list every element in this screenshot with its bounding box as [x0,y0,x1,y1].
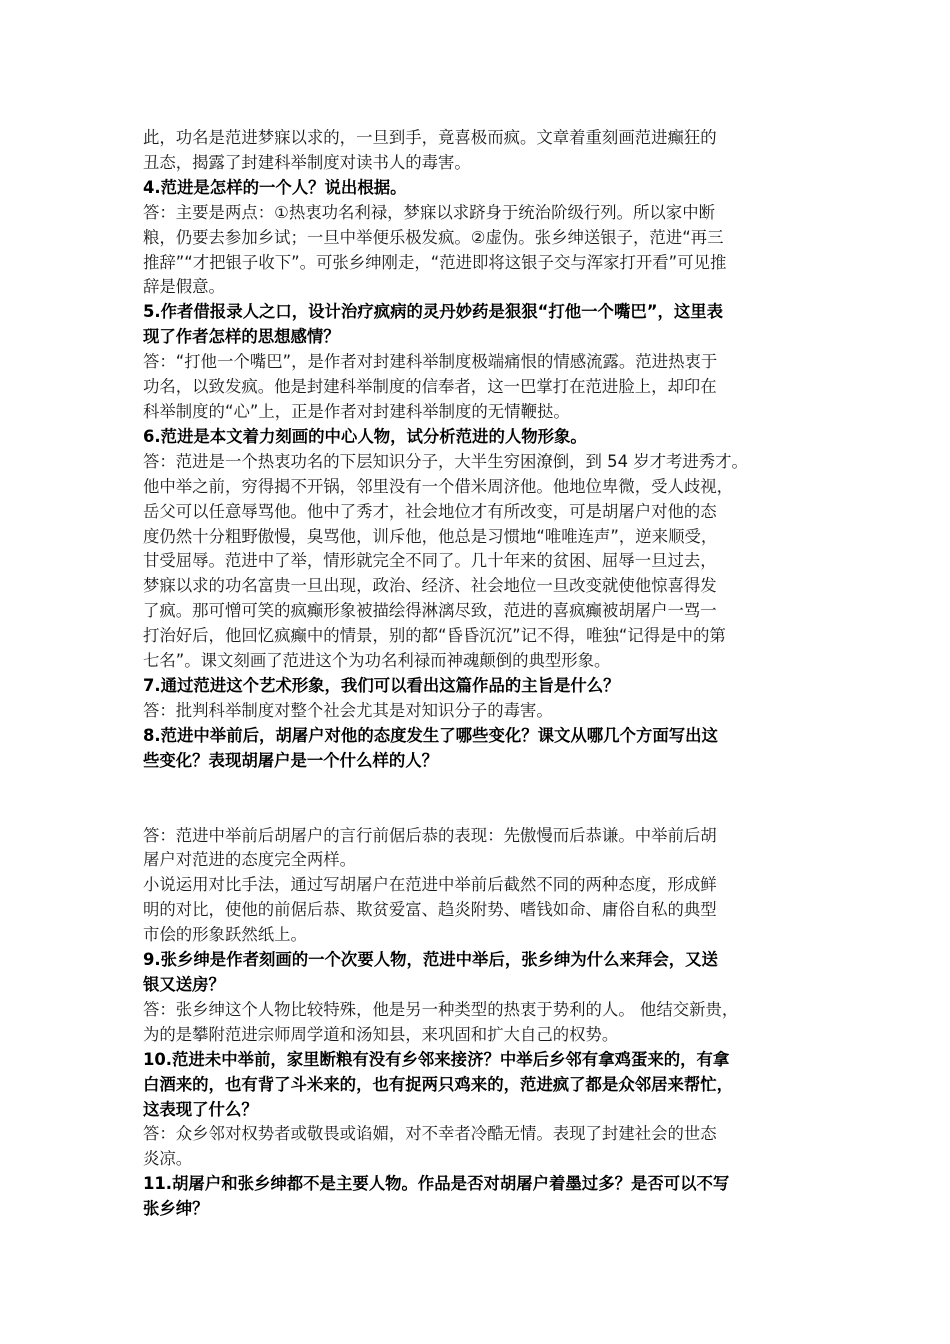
question-line: 些变化？表现胡屠户是一个什么样的人？ [143,750,439,770]
document-page [143,126,823,1222]
answer-paragraph [143,350,823,425]
answer-line: 甘受屈辱。范进中了举，情形就完全不同了。几十年来的贫困、屈辱一旦过去， [143,551,717,571]
answer-line: 推辞”“才把银子收下”。可张乡绅刚走，“范进即将这银子交与浑家打开看”可见推 [143,252,727,272]
section-spacer [143,774,823,824]
question-line: 4.范进是怎样的一个人？说出根据。 [143,177,407,197]
answer-line: 答：范进中举前后胡屠户的言行前倨后恭的表现：先傲慢而后恭谦。中举前后胡 [143,825,717,845]
answer-line: 功名，以致发疯。他是封建科举制度的信奉者，这一巴掌打在范进脸上，却印在 [143,377,717,397]
question-heading [143,674,823,699]
answer-line: 答：张乡绅这个人物比较特殊，他是另一种类型的热衷于势利的人。 他结交新贵， [143,999,739,1019]
question-line: 张乡绅？ [143,1199,209,1219]
answer-line: 小说运用对比手法，通过写胡屠户在范进中举前后截然不同的两种态度，形成鲜 [143,875,717,895]
answer-line: 屠户对范进的态度完全两样。 [143,850,357,870]
question-heading [143,724,823,774]
answer-line: 七名”。课文刻画了范进这个为功名利禄而神魂颠倒的典型形象。 [143,651,611,671]
question-heading [143,425,823,450]
question-line: 7.通过范进这个艺术形象，我们可以看出这篇作品的主旨是什么？ [143,675,620,695]
answer-line: 科举制度的“心”上，正是作者对封建科举制度的无情鞭挞。 [143,401,570,421]
answer-line: 了疯。那可憎可笑的疯癫形象被描绘得淋漓尽致，范进的喜疯癫被胡屠户一骂一 [143,601,717,621]
question-line: 10.范进未中举前，家里断粮有没有乡邻来接济？中举后乡邻有拿鸡蛋来的，有拿 [143,1049,730,1069]
question-line: 6.范进是本文着力刻画的中心人物，试分析范进的人物形象。 [143,426,587,446]
answer-line: 明的对比，使他的前倨后恭、欺贫爱富、趋炎附势、嗜钱如命、庸俗自私的典型 [143,900,717,920]
answer-line: 梦寐以求的功名富贵一旦出现，政治、经济、社会地位一旦改变就使他惊喜得发 [143,576,717,596]
question-line: 11.胡屠户和张乡绅都不是主要人物。作品是否对胡屠户着墨过多？是否可以不写 [143,1174,730,1194]
question-heading [143,1048,823,1123]
question-heading [143,948,823,998]
question-heading [143,300,823,350]
question-line: 这表现了什么？ [143,1099,258,1119]
answer-line: 此，功名是范进梦寐以求的，一旦到手，竟喜极而疯。文章着重刻画范进癫狂的 [143,128,717,147]
question-line: 银又送房？ [143,975,225,994]
answer-line: 炎凉。 [143,1149,193,1169]
answer-paragraph [143,1122,823,1172]
answer-paragraph [143,699,823,724]
answer-line: 答：“打他一个嘴巴”，是作者对封建科举制度极端痛恨的情感流露。范进热衷于 [143,352,718,372]
answer-line: 辞是假意。 [143,277,225,297]
answer-paragraph [143,126,823,176]
question-heading [143,176,823,201]
answer-line: 答：批判科举制度对整个社会尤其是对知识分子的毒害。 [143,700,553,720]
question-line: 白酒来的，也有背了斗米来的，也有捉两只鸡来的，范进疯了都是众邻居来帮忙， [143,1074,734,1094]
question-heading [143,1172,823,1222]
question-line: 8.范进中举前后，胡屠户对他的态度发生了哪些变化？课文从哪几个方面写出这 [143,725,718,745]
answer-paragraph [143,201,823,301]
answer-line: 打治好后，他回忆疯癫中的情景，别的都“昏昏沉沉”记不得，唯独“记得是中的第 [143,626,726,646]
answer-line: 答：主要是两点：①热衷功名利禄，梦寐以求跻身于统治阶级行列。所以家中断 [143,202,715,222]
answer-line: 丑态，揭露了封建科举制度对读书人的毒害。 [143,152,471,172]
answer-line: 度仍然十分粗野傲慢，臭骂他，训斥他，他总是习惯地“唯唯连声”，逆来顺受， [143,526,718,546]
answer-line: 他中举之前，穷得揭不开锅，邻里没有一个借米周济他。他地位卑微，受人歧视， [143,476,734,496]
question-line: 现了作者怎样的思想感情？ [143,327,340,347]
question-line: 5.作者借报录人之口，设计治疗疯病的灵丹妙药是狠狠“打他一个嘴巴”，这里表 [143,302,724,322]
answer-paragraph [143,998,823,1048]
answer-paragraph [143,450,823,674]
answer-paragraph [143,824,823,949]
answer-line: 岳父可以任意辱骂他。他中了秀才，社会地位才有所改变，可是胡屠户对他的态 [143,501,717,521]
answer-line: 粮，仍要去参加乡试；一旦中举便乐极发疯。②虚伪。张乡绅送银子，范进“再三 [143,227,724,247]
answer-line: 答：范进是一个热衷功名的下层知识分子，大半生穷困潦倒，到 54 岁才考进秀才。 [143,451,748,471]
answer-line: 答：众乡邻对权势者或敬畏或谄媚，对不幸者冷酷无情。表现了封建社会的世态 [143,1124,717,1144]
question-line: 9.张乡绅是作者刻画的一个次要人物，范进中举后，张乡绅为什么来拜会，又送 [143,950,718,970]
answer-line: 为的是攀附范进宗师周学道和汤知县，来巩固和扩大自己的权势。 [143,1024,619,1044]
answer-line: 市侩的形象跃然纸上。 [143,925,307,945]
